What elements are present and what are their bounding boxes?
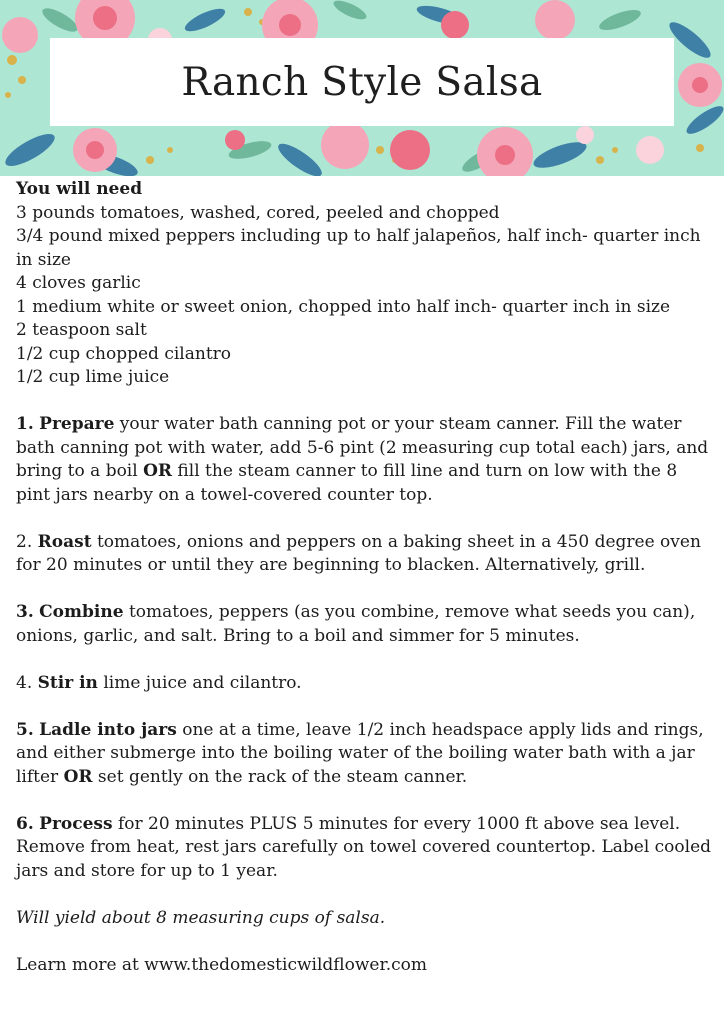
ingredients-section (16, 178, 716, 390)
step-number: 1. (16, 414, 34, 434)
step-keyword: Prepare (39, 414, 115, 434)
step-keyword: Ladle into jars (39, 719, 177, 740)
step-number: 2. (16, 531, 33, 552)
step-keyword: Stir in (37, 672, 98, 693)
learn-more-link[interactable]: Learn more at www.thedomesticwildflower.com (16, 954, 428, 975)
step-number: 3. (16, 602, 34, 622)
step-text: for 20 minutes PLUS 5 minutes for every 1000 ft above sea level. Remove from heat, rest jars carefully on towel covered countertop. Label cooled jars and store for up to 1 year. (16, 813, 712, 881)
step-text: fill the steam canner to fill line and turn on low with the 8 pint jars nearby on a towel-covered counter top. (16, 461, 678, 505)
yield-note: Will yield about 8 measuring cups of salsa. (16, 907, 386, 928)
ingredient-item: 3/4 pound mixed peppers including up to half jalapeños, half inch- quarter inch in size (16, 226, 701, 270)
title-box (50, 38, 674, 126)
ingredient-item: 2 teaspoon salt (16, 320, 147, 340)
step-5 (16, 719, 716, 790)
step-number: 4. (16, 672, 33, 693)
recipe-content (16, 178, 716, 977)
ingredients-heading: You will need (16, 179, 143, 199)
step-text: your water bath canning pot or your steam canner. Fill the water bath canning pot with water, add 5-6 pint (2 measuring cup total each) jars, and bring to a boil (16, 414, 709, 481)
step-2 (16, 531, 716, 578)
ingredient-item: 3 pounds tomatoes, washed, cored, peeled and chopped (16, 202, 500, 223)
step-text: tomatoes, peppers (as you combine, remove what seeds you can), onions, garlic, and salt. Bring to a boil and simmer for 5 minutes. (16, 602, 696, 646)
step-keyword: Roast (37, 531, 92, 552)
step-number: 5. (16, 719, 34, 740)
page-title: Ranch Style Salsa (181, 59, 543, 105)
ingredient-item: 4 cloves garlic (16, 273, 141, 293)
ingredient-item: 1/2 cup lime juice (16, 367, 170, 387)
step-3 (16, 601, 716, 648)
ingredient-item: 1/2 cup chopped cilantro (16, 343, 232, 364)
step-emphasis: OR (63, 766, 93, 787)
step-text: tomatoes, onions and peppers on a baking sheet in a 450 degree oven for 20 minutes or until they are beginning to blacken. Alternatively, grill. (16, 531, 701, 575)
step-keyword: Process (39, 813, 113, 834)
step-text: one at a time, leave 1/2 inch headspace apply lids and rings, and either submerge into the boiling water of the boiling water bath with a jar lifter (16, 719, 704, 787)
step-emphasis: OR (143, 461, 173, 481)
step-text: lime juice and cilantro. (97, 672, 302, 693)
step-1 (16, 413, 716, 507)
floral-banner (0, 0, 724, 176)
step-6 (16, 813, 716, 884)
step-4 (16, 672, 716, 696)
step-text: set gently on the rack of the steam canner. (92, 766, 468, 787)
ingredient-item: 1 medium white or sweet onion, chopped into half inch- quarter inch in size (16, 296, 671, 317)
step-number: 6. (16, 813, 34, 834)
step-keyword: Combine (39, 602, 124, 622)
